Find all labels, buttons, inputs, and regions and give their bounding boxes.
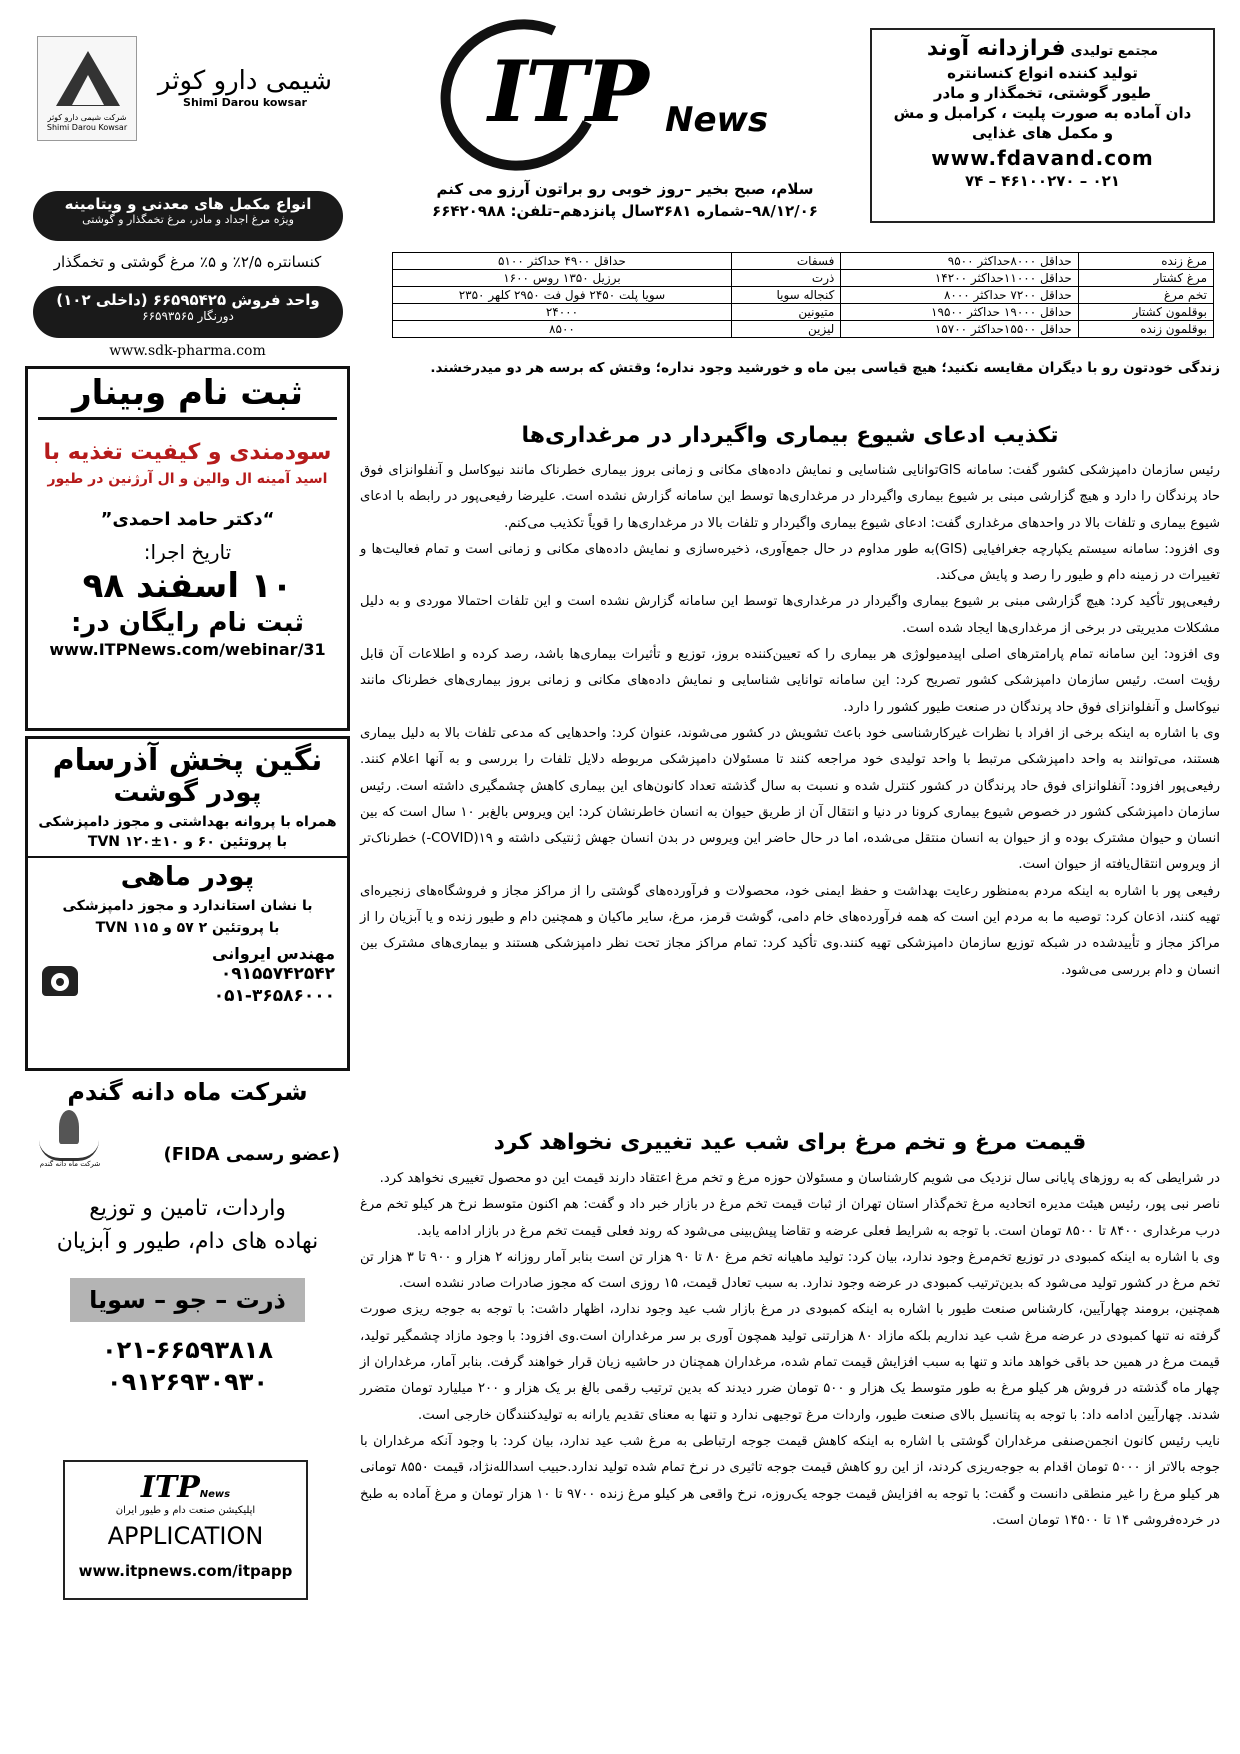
article1-paragraph: وی افزود: این سامانه تمام پارامترهای اصلی اپیدمیولوژی هر بیماری را که تعیین‌کننده بروز، توزیع و تأثیرات بیماری‌ها باشد، رصد کرده و اطلاعات آن قابل رؤیت است. رئیس سازمان دامپزشکی کشور تصریح کرد: این سامانه توانایی شناسایی و نمایش داده‌های مکانی و زمانی بروز بیماری‌های خطرناک مانند نیوکاسل و آنفلوانزای فوق حاد پرندگان در صنعت طیور کشور را دارد. <box>360 647 1220 715</box>
negin-phone[interactable]: ۰۵۱-۳۶۵۸۶۰۰۰ <box>213 986 335 1006</box>
issue-line: ۹۸/۱۲/۰۶–شماره ۳۶۸۱سال پانزدهم–تلفن: ۶۶۴۲۰۹۸۸ <box>432 202 818 220</box>
logo-main: ITP <box>488 42 647 141</box>
price-input-name: ذرت <box>731 270 840 287</box>
price-item-name: مرغ کشتار <box>1078 270 1213 287</box>
app-caption: اپلیکیشن صنعت دام و طیور ایران <box>115 1505 256 1516</box>
webinar-date-label: تاریخ اجرا: <box>143 540 232 564</box>
price-row <box>393 270 1214 287</box>
webinar-speaker: “دکتر حامد احمدی” <box>100 509 275 530</box>
article2-paragraph: همچنین، برومند چهارآیین، کارشناس صنعت طیور با اشاره به اینکه کمبودی در مرغ بازار شب عید وجود ندارد، اظهار داشت: با توجه به جوجه ریزی صورت گرفته نه تنها کمبودی در عرضه مرغ شب عید نداریم بلکه مازاد ۸۰ هزارتنی تولید همچون آوری بر سر مرغداران است.وی افزود: با وجود مازاد چشمگیر تولید، قیمت مرغ در همین حد باقی خواهد ماند و تنها به سبب افزایش قیمت تمام شده، مرغداران همچنان در حاشیه زیان قرار خواهند گرفت. بنابر آمار، مرغداران از چهار ماه گذشته در فروش هر کیلو مرغ به طور متوسط یک هزار و ۵۰۰ تومان ضرر دیدند که بدین ترتیب رقمی بالغ بر یک هزار و ۲۰۰ میلیارد تومان متضرر شدند. چهارآیین ادامه داد: با توجه به پتانسیل بالای صنعت طیور، واردات مرغ توجیهی ندارد و تنها به معنای تقدیم یارانه به تولیدکنندگان خارجی است. <box>360 1302 1220 1423</box>
brand-line2: طیور گوشتی، تخمگذار و مادر <box>933 84 1152 102</box>
app-logo: ITP <box>140 1470 200 1505</box>
app-url[interactable]: www.itpnews.com/itpapp <box>78 1562 293 1580</box>
negin-line1: همراه با پروانه بهداشتی و مجوز دامپزشکی <box>38 814 337 830</box>
price-input-name: متیونین <box>731 304 840 321</box>
article1-paragraph: رفیعی پور با اشاره به اینکه مردم به‌منظور رعایت بهداشت و حفظ ایمنی خود، محصولات و فرآورده‌های گوشتی را از مراکز مجاز و فروشگاه‌های زنجیره‌ای تهیه کنند، اذعان کرد: توصیه ما به مردم این است که همه فرآورده‌های خام دامی، گوشت قرمز، مرغ، سایر ماکیان و همچنین دام و طیور زنده و یا آبزیان را از مراکز مجاز و تأییدشده در شبکه توزیع سازمان دامپزشکی تهیه کنند.وی تأکید کرد: تمام مراکز مجاز تحت نظر دامپزشکی هستند و بیماری‌های مشترک بین انسان و دام بررسی می‌شود. <box>360 883 1220 978</box>
price-input-name: لیزین <box>731 321 840 338</box>
mahdane-logo-caption: شرکت ماه دانه گندم <box>39 1160 101 1168</box>
price-row <box>393 304 1214 321</box>
price-input-value: حداقل ۴۹۰۰ حداکثر ۵۱۰۰ <box>393 253 732 270</box>
brand-line3: دان آماده به صورت پلیت ، کرامبل و مش <box>893 104 1192 122</box>
farazdaneh-ad[interactable] <box>870 28 1215 223</box>
sdk-logo <box>37 36 137 141</box>
price-item-name: بوقلمون کشتار <box>1078 304 1213 321</box>
sdk-name-en: Shimi Darou kowsar <box>183 96 307 109</box>
sdk-sales-line2: دورنگار ۶۶۵۹۳۵۶۵ <box>142 309 234 323</box>
price-row <box>393 321 1214 338</box>
price-item-name: مرغ زنده <box>1078 253 1213 270</box>
negin-mobile[interactable]: ۰۹۱۵۵۷۴۲۵۴۲ <box>220 964 335 984</box>
article1-paragraph: رفیعی‌پور تأکید کرد: هیچ گزارشی مبنی بر شیوع بیماری واگیردار در مرغداری‌ها توسط این سامانه گزارش نشده است و این تلفات احتمالا موردی و به دلیل مشکلات مدیریتی در برخی از مرغداری‌ها ایجاد شده است. <box>360 594 1220 636</box>
article1-paragraph: وی با اشاره به اینکه برخی از افراد با نظرات غیرکارشناسی خود باعث تشویش در کشور می‌شوند، عنوان کرد: واحدهایی که مدعی تلفات بالا به دلیل بیماری هستند، می‌توانند به واحد دامپزشکی مرتبط با واحد تولیدی خود مراجعه کنند تا مسئولان دامپزشکی مربوطه دلایل تلفات را بررسی و به آنها اعلام کنند. رفیعی‌پور افزود: آنفلوانزای فوق حاد پرندگان در کشور کنترل شده و نسبت به سال گذشته تعداد کانون‌های این بیماری کاهش چشمگیری داشته است. رئیس سازمان دامپزشکی کشور در خصوص شیوع بیماری کرونا در دنیا و انتقال آن از طریق حیوان به انسان خاطرنشان کرد: این ویروس بالغ‌بر ۱۰ سال است که بین انسان و حیوان مشترک بوده و از حیوان به انسان منتقل می‌شده، اما در حال حاضر این ویروس در بدن انسان جهش ژنتیکی داشته و ۱۹(COVID-) خطرناک‌تر از ویروس انتقال‌یافته از حیوان است. <box>360 725 1221 873</box>
mahdane-logo <box>37 1110 105 1174</box>
sdk-sales-banner <box>33 286 343 338</box>
article2-paragraph: نایب رئیس کانون انجمن‌صنفی مرغداران گوشتی با اشاره به اینکه کاهش قیمت جوجه ارتباطی به مرغ شب عید ندارد، بیان کرد: با وجود آنکه مرغداران با جوجه بالاتر از ۵۰۰۰ تومان اقدام به جوجه‌ریزی کردند، از این رو کاهش قیمت جوجه تاثیری در نرخ تمام شده تولید ندارد.حبیب اسدالله‌نژاد، قیمت ۸۵۵۰ تومانی هر کیلو مرغ را غیر منطقی دانست و گفت: با توجه به افزایش قیمت جوجه یک‌روزه، نرخ واقعی هر کیلو مرغ زنده ۹۷۰۰ تا ۱۰ هزار تومان و مرغ آماده به طبخ در خرده‌فروشی ۱۴ تا ۱۴۵۰۰ تومان است. <box>360 1433 1221 1528</box>
mahdane-ad[interactable] <box>25 1078 350 1403</box>
price-item-value: حداقل ۱۵۵۰۰حداکثر ۱۵۷۰۰ <box>841 321 1079 338</box>
negin-title2: پودر گوشت <box>113 778 262 808</box>
mahdane-member: (عضو رسمی FIDA) <box>163 1144 340 1165</box>
app-ad[interactable] <box>63 1460 308 1600</box>
webinar-date: ۱۰ اسفند ۹۸ <box>82 566 293 606</box>
article2-body <box>360 1166 1220 1534</box>
mahdane-phone2[interactable]: ۰۹۱۲۶۹۳۰۹۳۰ <box>106 1368 269 1396</box>
webinar-ad[interactable] <box>25 366 350 731</box>
price-input-value: ۸۵۰۰ <box>393 321 732 338</box>
brand-name: فرازدانه آوند <box>926 36 1066 61</box>
greeting: سلام، صبح بخیر –روز خوبی رو براتون آرزو می کنم <box>436 180 814 198</box>
negin-contact-name: مهندس ایروانی <box>212 944 335 963</box>
article1-paragraph: رئیس سازمان دامپزشکی کشور گفت: سامانه GISتوانایی شناسایی و نمایش داده‌های مکانی و زمانی بروز بیماری خطرناک مانند نیوکاسل و آنفلوانزای فوق حاد پرندگان را دارد و هیچ گزارشی مبنی بر شیوع بیماری واگیردار در مرغداری‌ها توسط این سامانه گزارش نشده است. علیرضا رفیعی‌پور در رابطه با ادعای شیوع بیماری و تلفات بالا در واحدهای مرغداری گفت: ادعای شیوع بیماری واگیردار و تلفات بالا در مرغداری‌ها را قویاً تکذیب می‌کنم. <box>360 463 1220 531</box>
negin-line2: با پروتئین ۶۰ و ۱۰±۱۲۰ TVN <box>87 834 288 850</box>
price-input-value: ۲۴۰۰۰ <box>393 304 732 321</box>
webinar-subtitle1: سودمندی و کیفیت تغذیه با <box>43 440 332 465</box>
negin-ad[interactable] <box>25 736 350 1071</box>
telephone-icon <box>42 966 78 996</box>
brand-line4: و مکمل های غذایی <box>971 124 1114 142</box>
brand-prefix: مجتمع تولیدی <box>1070 44 1159 59</box>
mahdane-phone1[interactable]: ۰۲۱-۶۶۵۹۳۸۱۸ <box>101 1336 274 1364</box>
price-item-value: حداقل ۱۹۰۰۰ حداکثر ۱۹۵۰۰ <box>841 304 1079 321</box>
mahdane-products: ذرت – جو – سویا <box>70 1278 305 1322</box>
sdk-supplements-banner <box>33 191 343 241</box>
price-item-name: بوقلمون زنده <box>1078 321 1213 338</box>
sdk-sales-line1: واحد فروش ۶۶۵۹۵۴۲۵ (داخلی ۱۰۲) <box>56 291 320 309</box>
price-row <box>393 253 1214 270</box>
mahdane-line1: واردات، تامین و توزیع <box>89 1196 286 1221</box>
webinar-register: ثبت نام رایگان در: <box>70 608 305 638</box>
sdk-website[interactable]: www.sdk-pharma.com <box>109 343 266 359</box>
sdk-concentrate: کنسانتره ۲/۵٪ و ۵٪ مرغ گوشتی و تخمگذار <box>53 253 322 271</box>
price-item-value: حداقل ۸۰۰۰حداکثر ۹۵۰۰ <box>841 253 1079 270</box>
article1-title: تکذیب ادعای شیوع بیماری واگیردار در مرغداری‌ها <box>521 423 1059 448</box>
sdk-logo-caption-en: Shimi Darou Kowsar <box>46 123 128 132</box>
mahdane-title: شرکت ماه دانه گندم <box>67 1078 308 1106</box>
sdk-name-fa: شیمی دارو کوثر <box>157 66 333 96</box>
price-item-name: تخم مرغ <box>1078 287 1213 304</box>
price-row <box>393 287 1214 304</box>
brand-line1: تولید کننده انواع کنسانتره <box>947 64 1138 82</box>
sdk-oval-line2: ویژه مرغ اجداد و مادر، مرغ تخمگذار و گوشتی <box>82 213 294 226</box>
app-logo-small: News <box>199 1489 231 1500</box>
sdk-oval-line1: انواع مکمل های معدنی و ویتامینه <box>64 195 312 213</box>
itp-news-logo <box>440 20 800 170</box>
article1-body <box>360 458 1220 984</box>
article2-paragraph: ناصر نبی پور، رئیس هیئت مدیره اتحادیه مرغ تخم‌گذار استان تهران از ثبات قیمت تخم مرغ در بازار خبر داد و گفت: هم اکنون متوسط نرخ هر کیلو تخم مرغ درب مرغداری ۸۴۰۰ تا ۸۵۰۰ تومان است. با توجه به شرایط فعلی عرضه و تقاضا پیش‌بینی می‌شود که روند فعلی قیمت تخم مرغ در بازار ادامه یابد. <box>360 1197 1220 1239</box>
daily-quote: زندگی خودتون رو با دیگران مقایسه نکنید؛ هیچ قیاسی بین ماه و خورشید وجود نداره؛ وقتش که برسه هر دو میدرخشند. <box>430 360 1220 376</box>
negin-line4: با پروتئین ۲ ۵۷ و ۱۱۵ TVN <box>95 920 280 936</box>
price-input-name: فسفات <box>731 253 840 270</box>
logo-sub: News <box>665 100 769 140</box>
brand-website[interactable]: www.fdavand.com <box>931 146 1154 170</box>
webinar-url[interactable]: www.ITPNews.com/webinar/31 <box>49 640 326 659</box>
price-input-value: برزیل ۱۳۵۰ روس ۱۶۰۰ <box>393 270 732 287</box>
article2-paragraph: در شرایطی که به روزهای پایانی سال نزدیک می شویم کارشناسان و مسئولان حوزه مرغ و تخم مرغ اعتقاد دارند قیمت این دو محصول تغییری نخواهد کرد. <box>379 1171 1220 1186</box>
negin-title3: پودر ماهی <box>120 862 255 892</box>
webinar-subtitle2: اسید آمینه ال والین و ال آرژنین در طیور <box>47 471 328 487</box>
sdk-logo-caption-fa: شرکت شیمی دارو کوثر <box>47 113 127 122</box>
negin-line3: با نشان استاندارد و مجوز دامپزشکی <box>62 898 313 914</box>
webinar-title: ثبت نام وبینار <box>72 373 303 413</box>
app-title: APPLICATION <box>107 1522 264 1550</box>
wheat-icon <box>59 1110 79 1144</box>
mahdane-line2: نهاده های دام، طیور و آبزیان <box>56 1229 319 1254</box>
sidebar <box>25 28 350 1718</box>
price-input-name: کنجاله سویا <box>731 287 840 304</box>
article1-paragraph: وی افزود: سامانه سیستم یکپارچه جغرافیایی (GIS)به طور مداوم در حال جمع‌آوری، ذخیره‌سازی و نمایش داده‌های مکانی و زمانی است و تمام فعالیت‌ها و تغییرات در زمینه دام و طیور را رصد و پایش می‌کند. <box>360 541 1220 584</box>
article2-title: قیمت مرغ و تخم مرغ برای شب عید تغییری نخواهد کرد <box>493 1130 1087 1155</box>
article2-paragraph: وی با اشاره به اینکه کمبودی در توزیع تخم‌مرغ وجود ندارد، بیان کرد: تولید ماهیانه تخم مرغ ۸۰ تا ۹۰ هزار تن است بنابر آمار روزانه ۲ هزار و ۹۰۰ تا ۳ هزار تن تخم مرغ در کشور تولید می‌شود که بدین‌ترتیب کمبودی در عرضه وجود ندارد. به سبب تعادل قیمت، ۱۵ روزی است که مجوز صادرات صادر نشده است. <box>360 1249 1221 1292</box>
price-item-value: حداقل ۱۱۰۰۰حداکثر ۱۴۲۰۰ <box>841 270 1079 287</box>
price-item-value: حداقل ۷۲۰۰ حداکثر ۸۰۰۰ <box>841 287 1079 304</box>
negin-title1: نگین پخش آذرسام <box>52 743 323 778</box>
price-input-value: سویا پلت ۲۴۵۰ فول فت ۲۹۵۰ کلهر ۲۳۵۰ <box>393 287 732 304</box>
brand-phone[interactable]: ۰۲۱ – ۴۶۱۰۰۲۷۰ – ۷۴ <box>965 172 1120 190</box>
price-table <box>392 252 1214 338</box>
